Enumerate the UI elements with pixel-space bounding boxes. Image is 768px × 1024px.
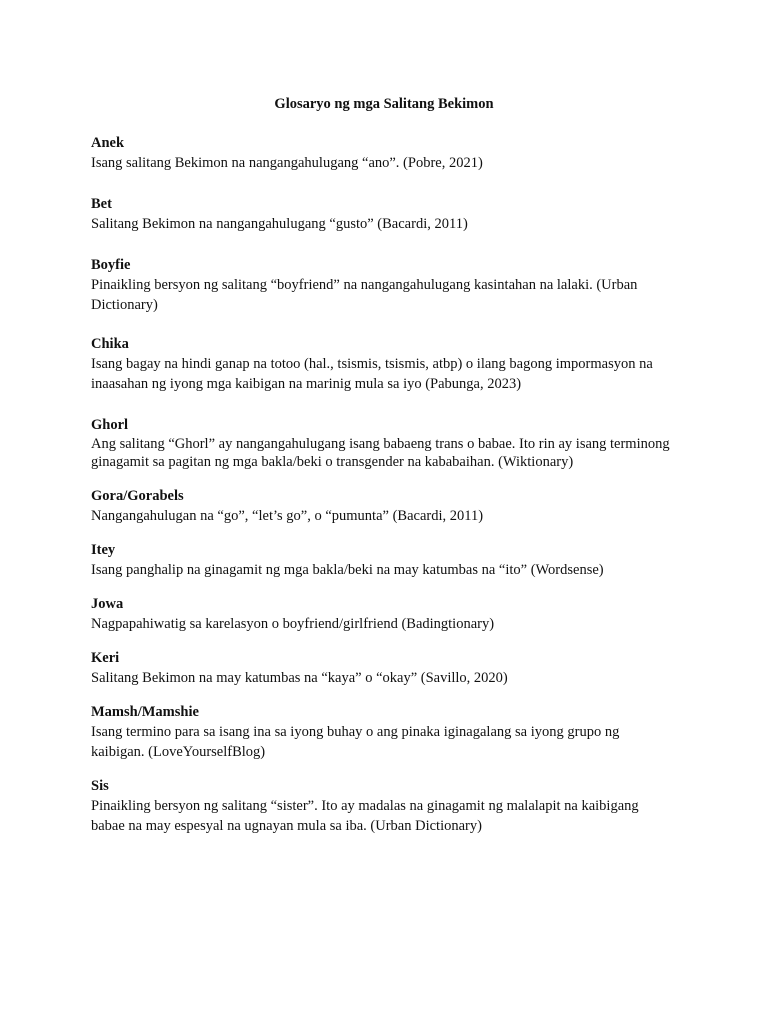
glossary-term: Ghorl bbox=[91, 417, 129, 433]
glossary-entry-sis bbox=[91, 777, 691, 836]
glossary-term: Sis bbox=[91, 778, 109, 794]
glossary-term: Itey bbox=[91, 542, 116, 558]
glossary-term: Keri bbox=[91, 650, 120, 666]
glossary-entry-anek bbox=[91, 134, 691, 173]
document-title: Glosaryo ng mga Salitang Bekimon bbox=[274, 96, 494, 112]
glossary-definition: Isang bagay na hindi ganap na totoo (hal., tsismis, tsismis, atbp) o ilang bagong impormasyon na inaasahan ng iyong mga kaibigan na marinig mula sa iyo (Pabunga, 2023) bbox=[91, 356, 653, 392]
glossary-definition: Nagpapahiwatig sa karelasyon o boyfriend/girlfriend (Badingtionary) bbox=[91, 616, 495, 632]
glossary-entry-bet bbox=[91, 195, 691, 234]
glossary-entry-gora-gorabels bbox=[91, 487, 691, 526]
glossary-definition: Salitang Bekimon na may katumbas na “kaya” o “okay” (Savillo, 2020) bbox=[91, 670, 508, 686]
glossary-definition: Isang salitang Bekimon na nangangahulugang “ano”. (Pobre, 2021) bbox=[91, 155, 483, 171]
glossary-definition: Pinaikling bersyon ng salitang “boyfriend” na nangangahulugang kasintahan na lalaki. (Urban Dictionary) bbox=[91, 277, 638, 313]
glossary-entry-boyfie bbox=[91, 256, 691, 315]
glossary-entry-chika bbox=[91, 335, 691, 394]
glossary-entry-jowa bbox=[91, 595, 691, 634]
glossary-term: Chika bbox=[91, 336, 129, 352]
glossary-definition: Isang termino para sa isang ina sa iyong buhay o ang pinaka iginagalang sa iyong grupo ng kaibigan. (LoveYourselfBlog) bbox=[91, 724, 620, 760]
glossary-list bbox=[91, 134, 691, 836]
glossary-definition: Salitang Bekimon na nangangahulugang “gusto” (Bacardi, 2011) bbox=[91, 216, 468, 232]
glossary-entry-itey bbox=[91, 541, 691, 580]
glossary-term: Jowa bbox=[91, 596, 124, 612]
glossary-entry-keri bbox=[91, 649, 691, 688]
glossary-entry-ghorl bbox=[91, 416, 691, 471]
glossary-definition: Pinaikling bersyon ng salitang “sister”. Ito ay madalas na ginagamit ng malalapit na kaibigang babae na may espesyal na ugnayan mula sa iba. (Urban Dictionary) bbox=[91, 798, 639, 834]
glossary-definition: Isang panghalip na ginagamit ng mga bakla/beki na may katumbas na “ito” (Wordsense) bbox=[91, 562, 604, 578]
glossary-term: Gora/Gorabels bbox=[91, 488, 184, 504]
glossary-term: Anek bbox=[91, 135, 125, 151]
glossary-term: Bet bbox=[91, 196, 112, 212]
glossary-term: Boyfie bbox=[91, 257, 131, 273]
glossary-definition: Ang salitang “Ghorl” ay nangangahulugang isang babaeng trans o babae. Ito rin ay isang terminong ginagamit sa pagitan ng mga bakla/beki o transgender na kababaihan. (Wiktionary) bbox=[91, 436, 670, 470]
glossary-entry-mamsh-mamshie bbox=[91, 703, 691, 762]
glossary-definition: Nangangahulugan na “go”, “let’s go”, o “pumunta” (Bacardi, 2011) bbox=[91, 508, 484, 524]
glossary-term: Mamsh/Mamshie bbox=[91, 704, 199, 720]
